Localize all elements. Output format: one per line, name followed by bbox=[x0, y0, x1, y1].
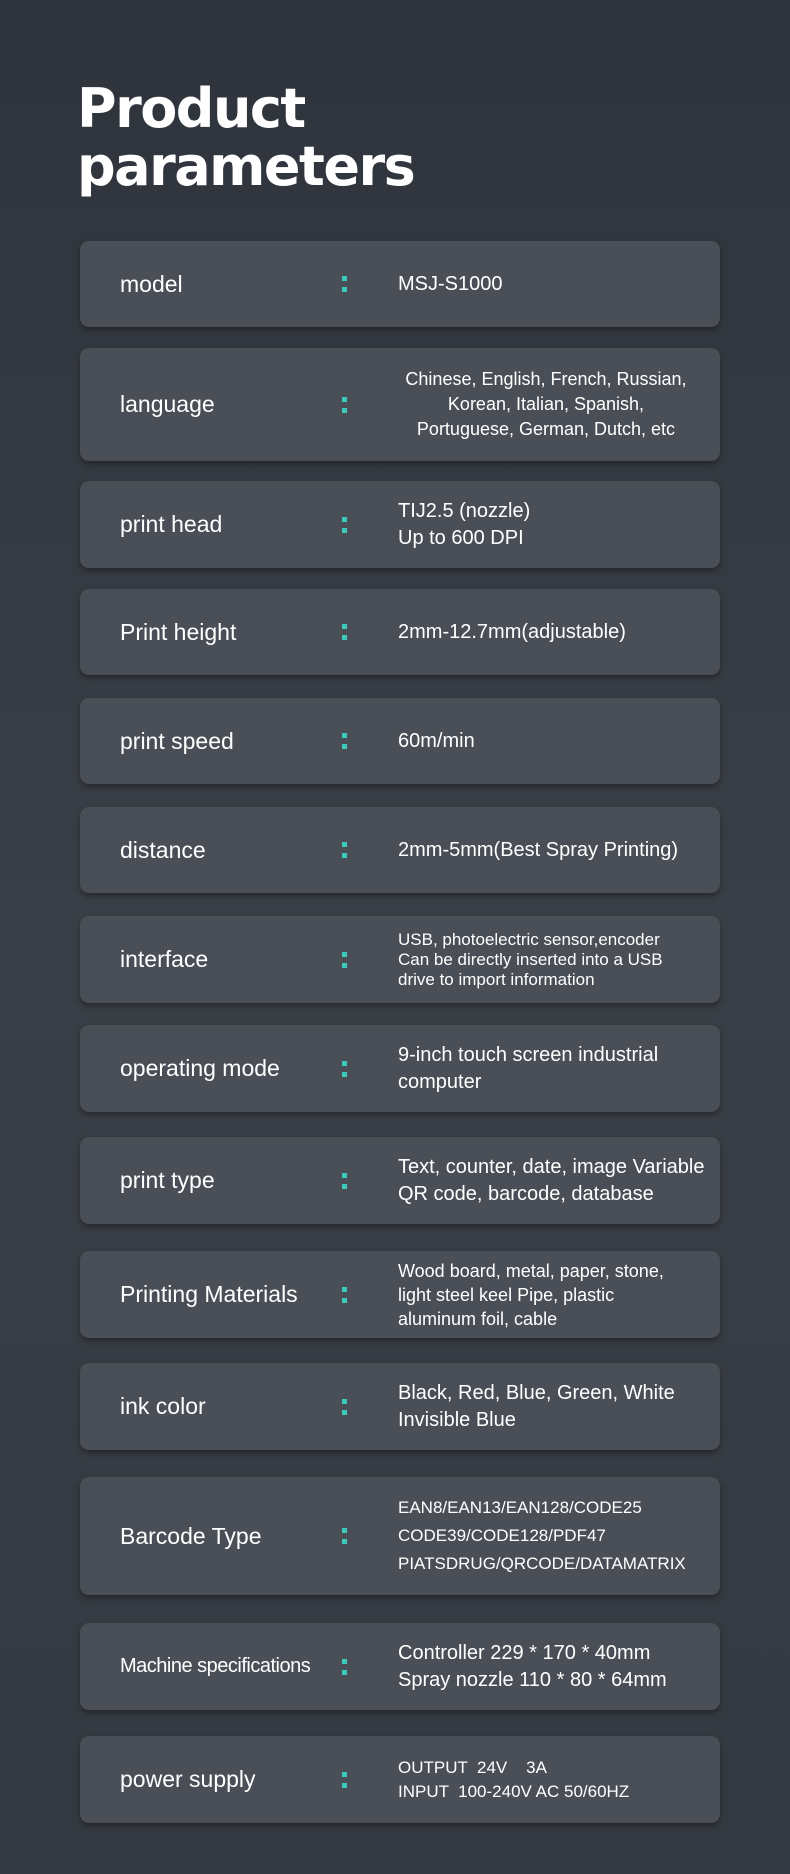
colon-separator-icon bbox=[342, 241, 347, 327]
parameter-value bbox=[398, 1251, 710, 1338]
parameter-label: language bbox=[120, 391, 215, 417]
parameter-row-interface bbox=[80, 916, 720, 1003]
parameter-value bbox=[398, 241, 710, 327]
parameter-value bbox=[398, 807, 710, 893]
parameter-value-line: Spray nozzle 110 * 80 * 64mm bbox=[398, 1668, 667, 1691]
parameter-value-line: Black, Red, Blue, Green, White bbox=[398, 1381, 675, 1404]
colon-separator-icon bbox=[342, 1025, 347, 1112]
parameter-row-ink-color bbox=[80, 1363, 720, 1450]
parameter-value-line: aluminum foil, cable bbox=[398, 1308, 558, 1329]
parameter-row-distance bbox=[80, 807, 720, 893]
parameter-label: Print height bbox=[120, 618, 237, 645]
colon-separator-icon bbox=[342, 1477, 347, 1595]
parameter-row-model bbox=[80, 241, 720, 327]
parameter-label: ink color bbox=[120, 1393, 206, 1419]
parameter-label: operating mode bbox=[120, 1055, 280, 1081]
parameter-value bbox=[398, 1025, 710, 1112]
parameter-row-print-type bbox=[80, 1137, 720, 1224]
parameter-value-line: drive to import information bbox=[398, 969, 595, 989]
parameter-value bbox=[398, 698, 710, 784]
parameter-value-line: Up to 600 DPI bbox=[398, 526, 524, 549]
parameter-row-operating-mode bbox=[80, 1025, 720, 1112]
colon-separator-icon bbox=[342, 698, 347, 784]
parameter-value bbox=[398, 1623, 710, 1710]
parameter-label: interface bbox=[120, 946, 209, 972]
parameter-value-line: Wood board, metal, paper, stone, bbox=[398, 1260, 664, 1281]
colon-separator-icon bbox=[342, 916, 347, 1003]
parameter-value-line: Controller 229 * 170 * 40mm bbox=[398, 1641, 651, 1664]
parameter-row-print-speed bbox=[80, 698, 720, 784]
parameter-value bbox=[398, 1363, 710, 1450]
parameter-value-line: Korean, Italian, Spanish, bbox=[447, 394, 645, 414]
parameter-value-line: Chinese, English, French, Russian, bbox=[405, 369, 687, 389]
parameter-value-line: INPUT 100-240V AC 50/60HZ bbox=[398, 1781, 630, 1801]
colon-separator-icon bbox=[342, 1736, 347, 1823]
parameter-value-line: EAN8/EAN13/EAN128/CODE25 bbox=[398, 1498, 642, 1517]
parameter-value-line: light steel keel Pipe, plastic bbox=[398, 1284, 615, 1305]
parameter-value-line: OUTPUT 24V 3A bbox=[398, 1757, 547, 1777]
parameter-label: model bbox=[120, 270, 183, 297]
parameter-value-line: USB, photoelectric sensor,encoder bbox=[398, 929, 660, 949]
parameter-label: print speed bbox=[120, 727, 234, 754]
colon-separator-icon bbox=[342, 348, 347, 461]
parameter-value-line: 9-inch touch screen industrial bbox=[398, 1043, 659, 1066]
parameter-row-power-supply bbox=[80, 1736, 720, 1823]
parameter-value bbox=[398, 481, 710, 568]
parameter-value bbox=[398, 589, 710, 675]
colon-separator-icon bbox=[342, 1251, 347, 1338]
parameter-value bbox=[398, 1137, 710, 1224]
parameter-row-print-height bbox=[80, 589, 720, 675]
page-title-line-2: parameters bbox=[77, 135, 415, 198]
parameter-value-line: 2mm-5mm(Best Spray Printing) bbox=[398, 838, 679, 861]
parameter-label: Printing Materials bbox=[120, 1281, 298, 1307]
colon-separator-icon bbox=[342, 807, 347, 893]
parameter-value-line: CODE39/CODE128/PDF47 bbox=[398, 1526, 606, 1545]
parameter-label: Barcode Type bbox=[120, 1522, 262, 1549]
parameter-label: print type bbox=[120, 1167, 215, 1193]
parameter-row-machine-specifications bbox=[80, 1623, 720, 1710]
parameter-value bbox=[398, 916, 710, 1003]
parameter-row-printing-materials bbox=[80, 1251, 720, 1338]
parameter-value-line: QR code, barcode, database bbox=[398, 1182, 654, 1205]
parameter-value-line: PIATSDRUG/QRCODE/DATAMATRIX bbox=[398, 1554, 686, 1573]
parameter-value-line: 60m/min bbox=[398, 729, 475, 752]
parameter-label: print head bbox=[120, 511, 223, 537]
parameter-row-barcode-type bbox=[80, 1477, 720, 1595]
parameter-label: distance bbox=[120, 836, 206, 863]
colon-separator-icon bbox=[342, 1363, 347, 1450]
colon-separator-icon bbox=[342, 481, 347, 568]
parameter-value-line: Text, counter, date, image Variable bbox=[398, 1155, 705, 1178]
colon-separator-icon bbox=[342, 1623, 347, 1710]
parameter-value-line: 2mm-12.7mm(adjustable) bbox=[398, 620, 626, 643]
parameter-value-line: MSJ-S1000 bbox=[398, 272, 503, 295]
page-title bbox=[77, 77, 415, 198]
parameter-value bbox=[380, 348, 712, 461]
colon-separator-icon bbox=[342, 589, 347, 675]
parameter-value bbox=[398, 1477, 710, 1595]
parameter-value-line: Invisible Blue bbox=[398, 1408, 516, 1431]
parameter-row-print-head bbox=[80, 481, 720, 568]
parameter-row-language bbox=[80, 348, 720, 461]
parameter-value-line: TIJ2.5 (nozzle) bbox=[398, 499, 531, 522]
parameter-value bbox=[398, 1736, 710, 1823]
parameter-value-line: Can be directly inserted into a USB bbox=[398, 949, 663, 969]
parameter-value-line: computer bbox=[398, 1070, 482, 1093]
colon-separator-icon bbox=[342, 1137, 347, 1224]
parameter-label: power supply bbox=[120, 1766, 256, 1792]
parameter-label: Machine specifications bbox=[120, 1655, 311, 1677]
parameter-value-line: Portuguese, German, Dutch, etc bbox=[416, 419, 676, 439]
page-title-line-1: Product bbox=[77, 77, 305, 140]
